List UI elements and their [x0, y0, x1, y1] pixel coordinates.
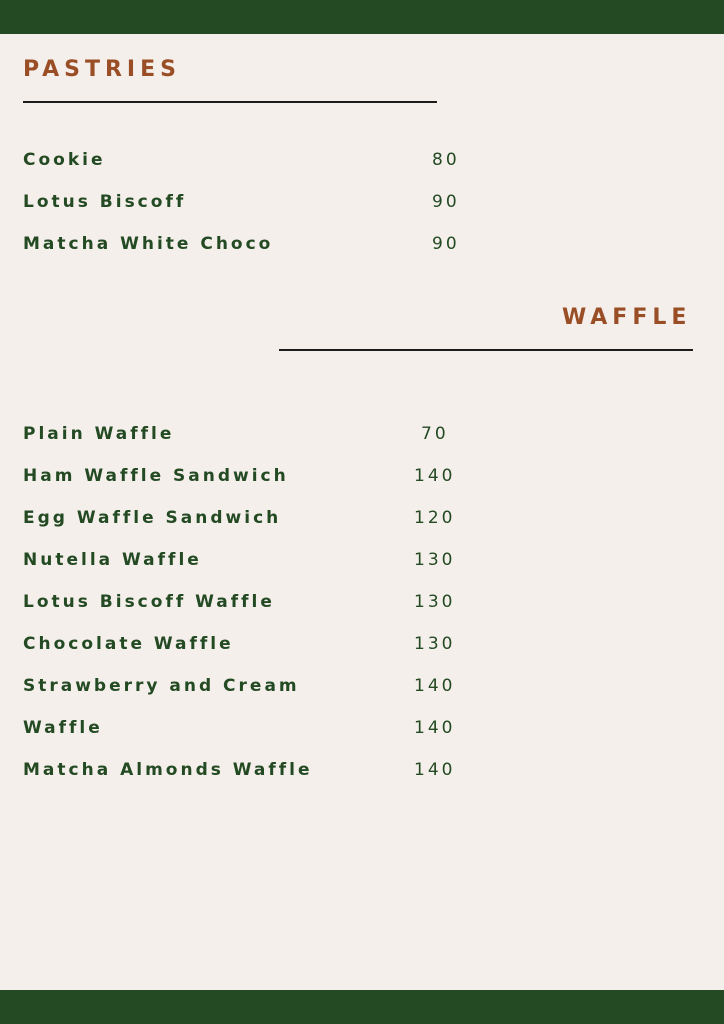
item-price: 130 — [414, 634, 456, 654]
item-name: Matcha White Choco — [23, 234, 274, 254]
waffle-divider — [279, 349, 693, 351]
item-price: 140 — [414, 718, 456, 738]
item-price: 90 — [432, 234, 460, 254]
item-price: 90 — [432, 192, 460, 212]
item-name: Cookie — [23, 150, 106, 170]
item-name: Lotus Biscoff — [23, 192, 187, 212]
item-price: 140 — [414, 760, 456, 780]
item-name: Strawberry and Cream — [23, 676, 300, 696]
pastries-heading: PASTRIES — [23, 57, 181, 82]
waffle-heading: WAFFLE — [562, 305, 692, 330]
item-name: Chocolate Waffle — [23, 634, 234, 654]
item-price: 140 — [414, 466, 456, 486]
item-price: 140 — [414, 676, 456, 696]
item-name: Nutella Waffle — [23, 550, 202, 570]
item-name: Plain Waffle — [23, 424, 175, 444]
item-price: 120 — [414, 508, 456, 528]
item-name: Egg Waffle Sandwich — [23, 508, 282, 528]
item-name: Waffle — [23, 718, 103, 738]
item-name: Lotus Biscoff Waffle — [23, 592, 275, 612]
item-price: 130 — [414, 592, 456, 612]
bottom-band — [0, 990, 724, 1024]
item-name: Matcha Almonds Waffle — [23, 760, 313, 780]
item-name: Ham Waffle Sandwich — [23, 466, 289, 486]
item-price: 70 — [421, 424, 449, 444]
item-price: 80 — [432, 150, 460, 170]
item-price: 130 — [414, 550, 456, 570]
top-band — [0, 0, 724, 34]
pastries-divider — [23, 101, 437, 103]
